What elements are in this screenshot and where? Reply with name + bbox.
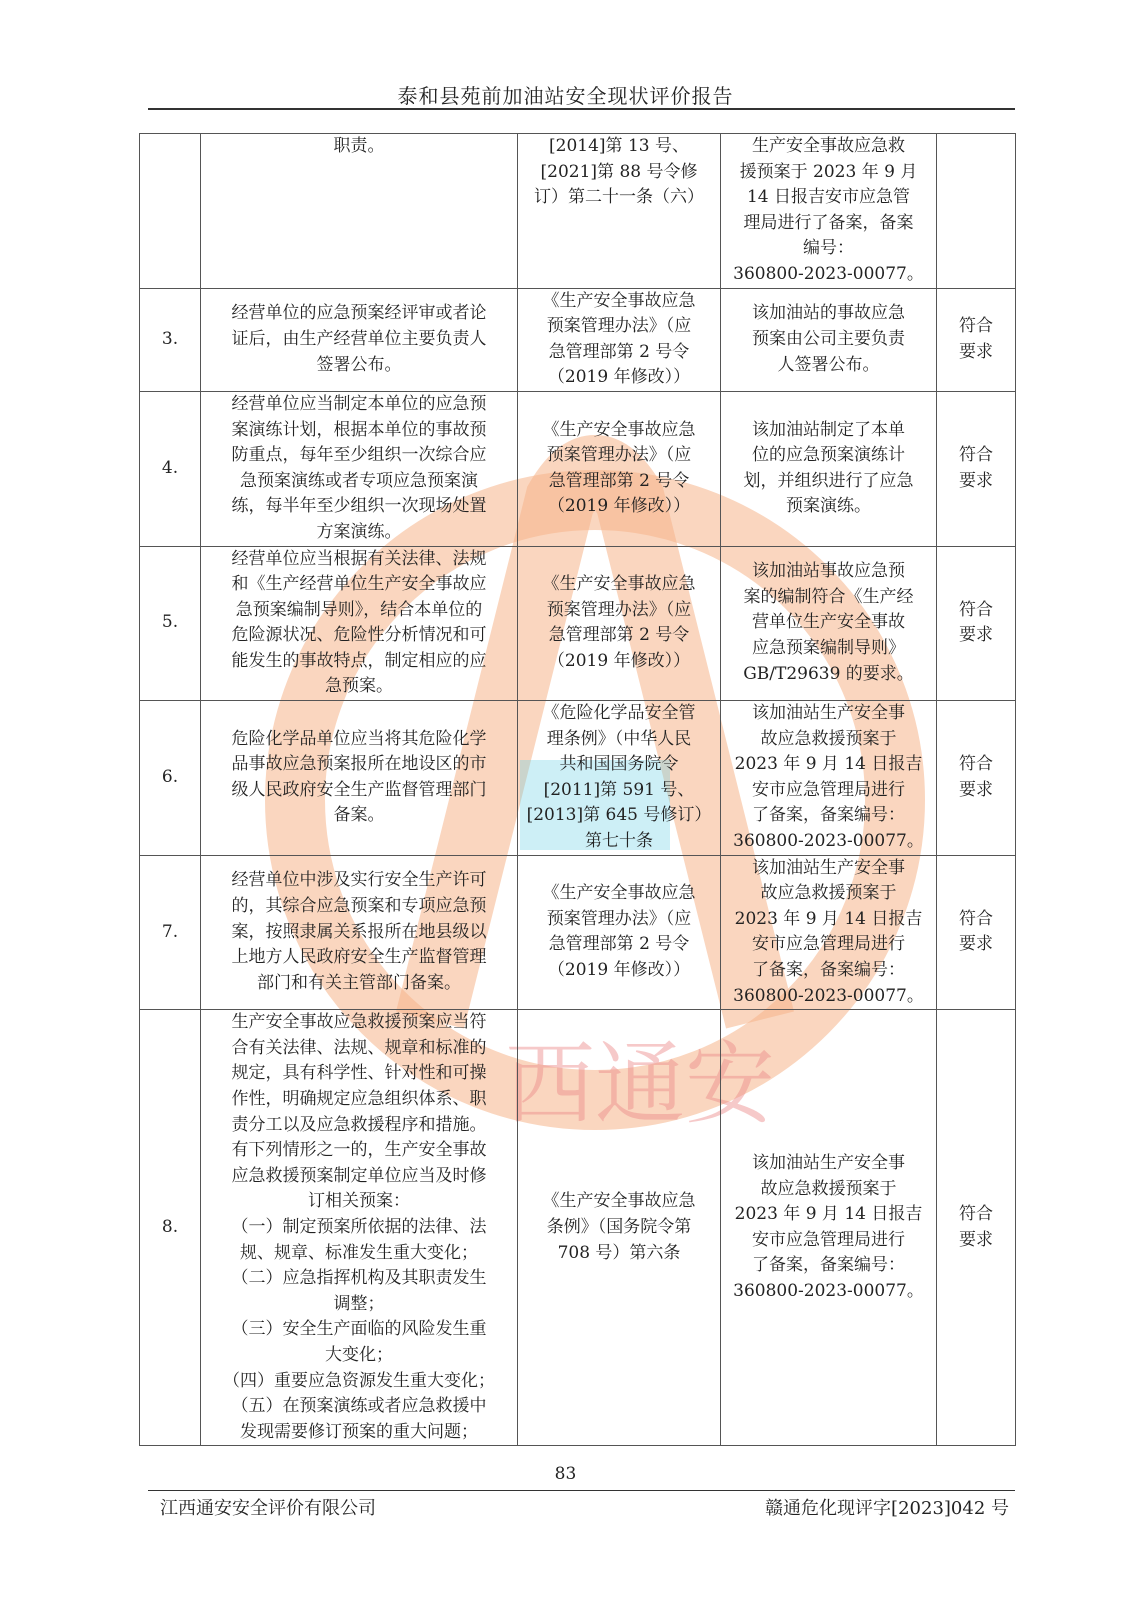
requirement-cell-line: 订相关预案： xyxy=(308,1191,410,1212)
status-cell-line: 360800-2023-00077。 xyxy=(733,263,924,284)
requirement-cell-line: 急预案编制导则》，结合本单位的 xyxy=(235,599,483,620)
requirement-cell-line: 经营单位中涉及实行安全生产许可 xyxy=(231,870,487,891)
result-cell xyxy=(937,288,1016,391)
status-cell-line: 2023 年 9 月 14 日报吉 xyxy=(734,1204,923,1225)
status-cell-line: 预案由公司主要负责 xyxy=(752,328,905,349)
basis-cell xyxy=(518,546,721,701)
evaluation-table xyxy=(139,133,1016,1446)
requirement-cell-line: 调整； xyxy=(333,1293,385,1314)
status-cell-line: 了备案，备案编号： xyxy=(752,805,905,826)
header-divider xyxy=(148,108,1015,110)
basis-cell-line: [2021]第 88 号令修 xyxy=(540,161,698,182)
table-row xyxy=(140,134,1016,289)
status-cell-line: 编号： xyxy=(803,238,854,259)
requirement-cell-line: 生产安全事故应急救援预案应当符 xyxy=(231,1012,487,1033)
basis-cell-line: 急管理部第 2 号令 xyxy=(548,625,690,646)
basis-cell-line: 《生产安全事故应急 xyxy=(542,290,696,311)
result-cell-line: 要求 xyxy=(959,934,993,955)
footer-divider xyxy=(148,1490,1015,1491)
row-number-cell: 3. xyxy=(140,288,201,391)
row-number-cell xyxy=(140,134,201,289)
requirement-cell-line: 经营单位应当根据有关法律、法规 xyxy=(231,548,487,569)
status-cell xyxy=(721,855,937,1010)
status-cell-line: 应急预案编制导则》 xyxy=(752,638,905,659)
status-cell-line: GB/T29639 的要求。 xyxy=(743,663,914,684)
basis-cell xyxy=(518,288,721,391)
basis-cell-line: 《危险化学品安全管 xyxy=(542,703,696,724)
basis-cell-line: （2019 年修改）） xyxy=(547,650,691,671)
requirement-cell xyxy=(201,546,518,701)
basis-cell-line: [2013]第 645 号修订） xyxy=(526,805,712,826)
requirement-cell-line: （四）重要应急资源发生重大变化； xyxy=(223,1370,495,1391)
basis-cell-line: 《生产安全事故应急 xyxy=(542,574,696,595)
status-cell-line: 预案演练。 xyxy=(786,496,871,517)
status-cell-line: 了备案，备案编号： xyxy=(752,960,905,980)
status-cell xyxy=(721,288,937,391)
row-number-cell: 4. xyxy=(140,391,201,546)
table-row xyxy=(140,288,1016,391)
requirement-cell-line: 案演练计划，根据本单位的事故预 xyxy=(231,419,487,440)
result-cell-line: 符合 xyxy=(959,1204,993,1225)
status-cell-line: 故应急救援预案于 xyxy=(760,1178,897,1199)
result-cell xyxy=(937,134,1016,289)
basis-cell-line: （2019 年修改）） xyxy=(547,960,691,980)
status-cell-line: 故应急救援预案于 xyxy=(760,883,897,904)
result-cell-line: 要求 xyxy=(959,470,993,491)
requirement-cell-line: 经营单位的应急预案经评审或者论 xyxy=(231,303,487,324)
status-cell-line: 360800-2023-00077。 xyxy=(733,985,924,1006)
basis-cell-line: 理条例》（中华人民 xyxy=(546,728,692,749)
requirement-cell-line: 有下列情形之一的，生产安全事故 xyxy=(231,1140,487,1161)
basis-cell-line: 《生产安全事故应急 xyxy=(542,883,696,904)
page-number: 83 xyxy=(554,1464,577,1484)
result-cell xyxy=(937,855,1016,1010)
basis-cell xyxy=(518,1010,721,1446)
requirement-cell-line: 备案。 xyxy=(333,805,385,826)
requirement-cell-line: （五）在预案演练或者应急救援中 xyxy=(231,1396,487,1417)
requirement-cell-line: 防重点，每年至少组织一次综合应 xyxy=(231,445,487,466)
requirement-cell-line: （二）应急指挥机构及其职责发生 xyxy=(231,1268,487,1289)
basis-cell-line: 订）第二十一条（六） xyxy=(534,187,704,208)
table-row xyxy=(140,546,1016,701)
table-row xyxy=(140,855,1016,1010)
result-cell-line: 要求 xyxy=(959,625,993,646)
status-cell-line: 该加油站生产安全事 xyxy=(752,1152,905,1173)
result-cell xyxy=(937,546,1016,701)
status-cell xyxy=(721,546,937,701)
requirement-cell xyxy=(201,391,518,546)
requirement-cell-line: 合有关法律、法规、规章和标准的 xyxy=(231,1037,487,1058)
requirement-cell xyxy=(201,288,518,391)
requirement-cell-line: 的，其综合应急预案和专项应急预 xyxy=(231,896,487,917)
status-cell-line: 位的应急预案演练计 xyxy=(752,445,905,466)
requirement-cell-line: （三）安全生产面临的风险发生重 xyxy=(231,1319,487,1340)
result-cell xyxy=(937,701,1016,856)
requirement-cell-line: 经营单位应当制定本单位的应急预 xyxy=(231,393,487,414)
basis-cell-line: 急管理部第 2 号令 xyxy=(548,470,690,491)
table-row xyxy=(140,391,1016,546)
status-cell-line: 生产安全事故应急救 xyxy=(752,136,905,156)
status-cell-line: 划，并组织进行了应急 xyxy=(743,470,914,491)
status-cell-line: 安市应急管理局进行 xyxy=(752,1229,905,1250)
status-cell-line: 该加油站的事故应急 xyxy=(752,303,905,324)
basis-cell-line: [2014]第 13 号、 xyxy=(549,136,689,156)
result-cell-line: 符合 xyxy=(959,445,993,466)
requirement-cell-line: 职责。 xyxy=(333,136,385,156)
basis-cell-line: 预案管理办法》（应 xyxy=(546,908,692,929)
status-cell-line: 案的编制符合《生产经 xyxy=(743,586,914,607)
requirement-cell-line: 品事故应急预案报所在地设区的市 xyxy=(231,754,487,775)
requirement-cell-line: 规定，具有科学性、针对性和可操 xyxy=(231,1063,487,1084)
requirement-cell-line: 应急救援预案制定单位应当及时修 xyxy=(231,1165,487,1186)
requirement-cell-line: 责分工以及应急救援程序和措施。 xyxy=(231,1114,487,1135)
basis-cell xyxy=(518,701,721,856)
status-cell-line: 该加油站事故应急预 xyxy=(752,561,905,582)
result-cell xyxy=(937,1010,1016,1446)
status-cell-line: 理局进行了备案，备案 xyxy=(743,212,914,233)
table-row xyxy=(140,701,1016,856)
requirement-cell-line: 大变化； xyxy=(325,1344,393,1365)
requirement-cell-line: （一）制定预案所依据的法律、法 xyxy=(231,1216,487,1237)
basis-cell-line: 急管理部第 2 号令 xyxy=(548,341,690,362)
requirement-cell-line: 上地方人民政府安全生产监督管理 xyxy=(231,947,487,968)
basis-cell-line: 预案管理办法》（应 xyxy=(546,445,692,466)
basis-cell xyxy=(518,391,721,546)
result-cell-line: 符合 xyxy=(959,316,993,337)
result-cell-line: 符合 xyxy=(959,754,993,775)
status-cell-line: 360800-2023-00077。 xyxy=(733,831,924,852)
watermark-text: 西通安 xyxy=(505,1032,775,1137)
requirement-cell-line: 急预案演练或者专项应急预案演 xyxy=(240,470,478,491)
status-cell-line: 2023 年 9 月 14 日报吉 xyxy=(734,754,923,775)
basis-cell-line: 预案管理办法》（应 xyxy=(546,599,692,620)
requirement-cell-line: 急预案。 xyxy=(325,676,393,697)
basis-cell-line: 708 号）第六条 xyxy=(557,1242,681,1263)
basis-cell-line: 急管理部第 2 号令 xyxy=(548,934,690,955)
requirement-cell-line: 级人民政府安全生产监督管理部门 xyxy=(231,779,487,800)
status-cell xyxy=(721,391,937,546)
requirement-cell-line: 能发生的事故特点，制定相应的应 xyxy=(231,650,487,671)
basis-cell-line: 预案管理办法》（应 xyxy=(546,316,692,337)
requirement-cell-line: 作性，明确规定应急组织体系、职 xyxy=(231,1088,487,1109)
footer-doc-code: 赣通危化现评字[2023]042 号 xyxy=(765,1498,1009,1519)
basis-cell-line: 第七十条 xyxy=(585,831,653,852)
status-cell-line: 该加油站制定了本单 xyxy=(752,419,905,440)
requirement-cell-line: 证后，由生产经营单位主要负责人 xyxy=(231,328,487,349)
status-cell-line: 人签署公布。 xyxy=(777,354,880,375)
row-number-cell: 5. xyxy=(140,546,201,701)
requirement-cell xyxy=(201,1010,518,1446)
basis-cell xyxy=(518,134,721,289)
status-cell-line: 故应急救援预案于 xyxy=(760,728,897,749)
row-number-cell: 8. xyxy=(140,1010,201,1446)
status-cell-line: 安市应急管理局进行 xyxy=(752,934,905,955)
status-cell-line: 了备案，备案编号： xyxy=(752,1255,905,1276)
basis-cell-line: 《生产安全事故应急 xyxy=(542,1191,696,1212)
basis-cell-line: 《生产安全事故应急 xyxy=(542,419,696,440)
basis-cell xyxy=(518,855,721,1010)
row-number-cell: 7. xyxy=(140,855,201,1010)
status-cell-line: 2023 年 9 月 14 日报吉 xyxy=(734,908,923,929)
status-cell-line: 安市应急管理局进行 xyxy=(752,779,905,800)
requirement-cell-line: 方案演练。 xyxy=(316,521,402,542)
basis-cell-line: [2011]第 591 号、 xyxy=(543,779,695,800)
status-cell-line: 该加油站生产安全事 xyxy=(752,857,905,878)
requirement-cell-line: 练，每半年至少组织一次现场处置 xyxy=(231,496,487,517)
requirement-cell-line: 发现需要修订预案的重大问题； xyxy=(240,1421,478,1442)
requirement-cell-line: 案，按照隶属关系报所在地县级以 xyxy=(231,921,487,942)
status-cell xyxy=(721,701,937,856)
status-cell xyxy=(721,1010,937,1446)
result-cell-line: 要求 xyxy=(959,779,993,800)
status-cell-line: 360800-2023-00077。 xyxy=(733,1280,924,1301)
basis-cell-line: （2019 年修改）） xyxy=(547,496,691,517)
status-cell xyxy=(721,134,937,289)
basis-cell-line: （2019 年修改）） xyxy=(547,367,691,388)
row-number-cell: 6. xyxy=(140,701,201,856)
page-header-title: 泰和县苑前加油站安全现状评价报告 xyxy=(397,84,734,108)
result-cell-line: 符合 xyxy=(959,908,993,929)
result-cell-line: 要求 xyxy=(959,1229,993,1250)
basis-cell-line: 条例》（国务院令第 xyxy=(546,1216,692,1237)
requirement-cell-line: 和《生产经营单位生产安全事故应 xyxy=(231,574,487,595)
requirement-cell xyxy=(201,855,518,1010)
status-cell-line: 营单位生产安全事故 xyxy=(752,612,905,633)
requirement-cell-line: 规、规章、标准发生重大变化； xyxy=(240,1242,478,1263)
status-cell-line: 14 日报吉安市应急管 xyxy=(746,187,911,208)
requirement-cell-line: 危险化学品单位应当将其危险化学 xyxy=(231,728,487,749)
basis-cell-line: 共和国国务院令 xyxy=(559,754,679,775)
status-cell-line: 该加油站生产安全事 xyxy=(752,703,905,724)
requirement-cell-line: 部门和有关主管部门备案。 xyxy=(257,972,461,993)
result-cell-line: 符合 xyxy=(959,599,993,620)
status-cell-line: 援预案于 2023 年 9 月 xyxy=(739,161,918,182)
footer-company: 江西通安安全评价有限公司 xyxy=(160,1498,376,1519)
requirement-cell-line: 签署公布。 xyxy=(316,354,402,375)
requirement-cell xyxy=(201,134,518,289)
result-cell-line: 要求 xyxy=(959,341,993,362)
requirement-cell-line: 危险源状况、危险性分析情况和可 xyxy=(231,625,487,646)
table-row xyxy=(140,1010,1016,1446)
requirement-cell xyxy=(201,701,518,856)
result-cell xyxy=(937,391,1016,546)
